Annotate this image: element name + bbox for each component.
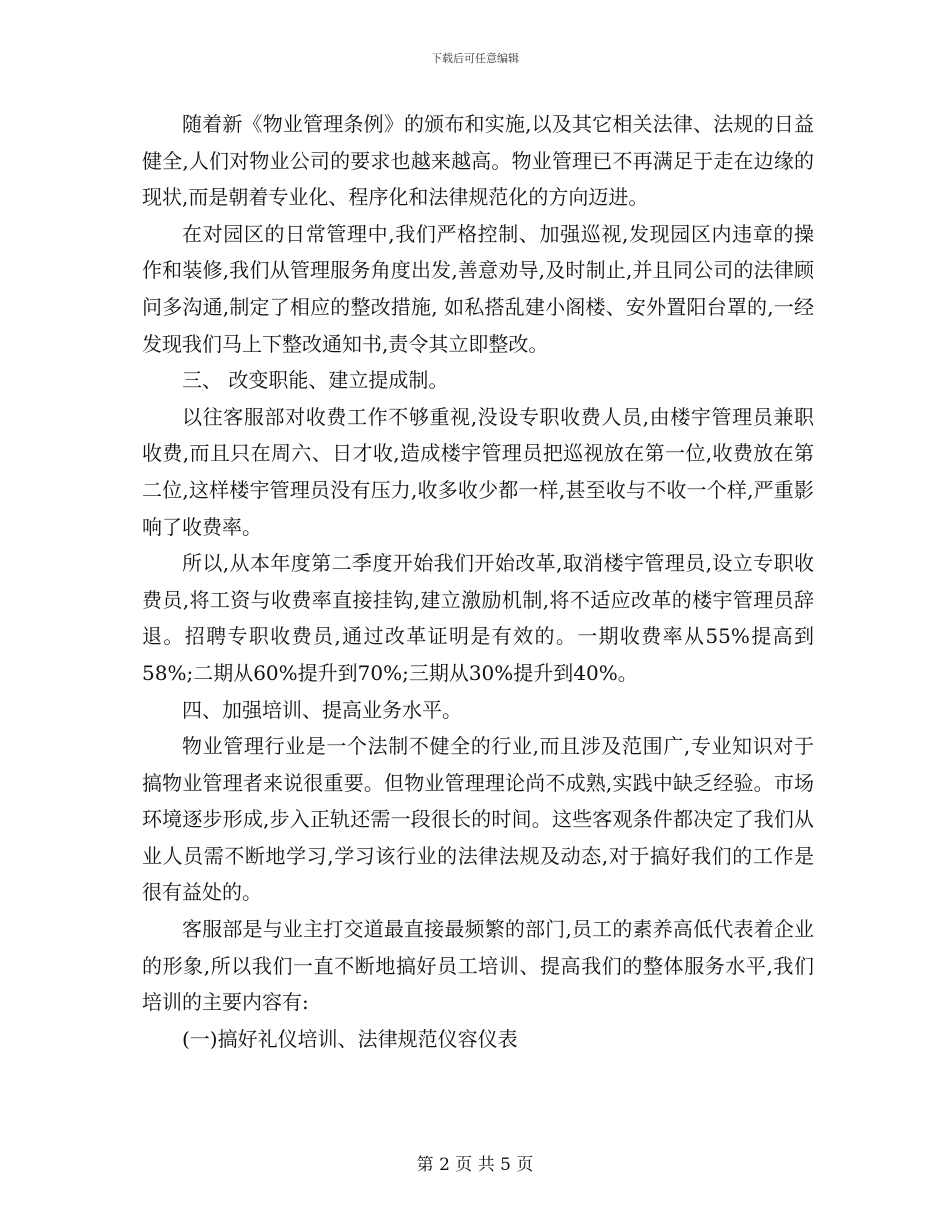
section-heading-4: 四、加强培训、提高业务水平。 <box>182 697 462 722</box>
paragraph-reform: 所以,从本年度第二季度开始我们开始改革,取消楼宇管理员,设立专职收费员,将工资与收费率直接挂钩,建立激励机制,将不适应改革的楼宇管理员辞退。招聘专职收费员,通过改革证明是有效的。一期收费率从55%提高到58%;二期从60%提升到70%;三期从30%提升到40%。 <box>142 551 814 685</box>
document-body <box>142 106 814 1057</box>
paragraph-customer-service: 客服部是与业主打交道最直接最频繁的部门,员工的素养高低代表着企业的形象,所以我们一直不断地搞好员工培训、提高我们的整体服务水平,我们培训的主要内容有: <box>142 917 814 1015</box>
subsection-heading-1: (一)搞好礼仪培训、法律规范仪容仪表 <box>182 1026 518 1051</box>
section-heading-3: 三、 改变职能、建立提成制。 <box>182 368 449 393</box>
page-header: 下载后可任意编辑 <box>431 52 519 65</box>
paragraph-industry-learning: 物业管理行业是一个法制不健全的行业,而且涉及范围广,专业知识对于搞物业管理者来说很重要。但物业管理理论尚不成熟,实践中缺乏经验。市场环境逐步形成,步入正轨还需一段很长的时间。这些客观条件都决定了我们从业人员需不断地学习,学习该行业的法律法规及动态,对于搞好我们的工作是很有益处的。 <box>142 734 814 905</box>
page-number: 第 2 页 共 5 页 <box>416 1155 534 1175</box>
paragraph-fee-collection: 以往客服部对收费工作不够重视,没设专职收费人员,由楼宇管理员兼职收费,而且只在周六、日才收,造成楼宇管理员把巡视放在第一位,收费放在第二位,这样楼宇管理员没有压力,收多收少都一样,甚至收与不收一个样,严重影响了收费率。 <box>142 404 814 539</box>
paragraph-daily-management: 在对园区的日常管理中,我们严格控制、加强巡视,发现园区内违章的操作和装修,我们从管理服务角度出发,善意劝导,及时制止,并且同公司的法律顾问多沟通,制定了相应的整改措施, 如私搭乱建小阁楼、安外置阳台罩的,一经发现我们马上下整改通知书,责令其立即整改。 <box>142 221 814 356</box>
paragraph-regulations: 随着新《物业管理条例》的颁布和实施,以及其它相关法律、法规的日益健全,人们对物业公司的要求也越来越高。物业管理已不再满足于走在边缘的现状,而是朝着专业化、程序化和法律规范化的方向迈进。 <box>142 112 814 210</box>
